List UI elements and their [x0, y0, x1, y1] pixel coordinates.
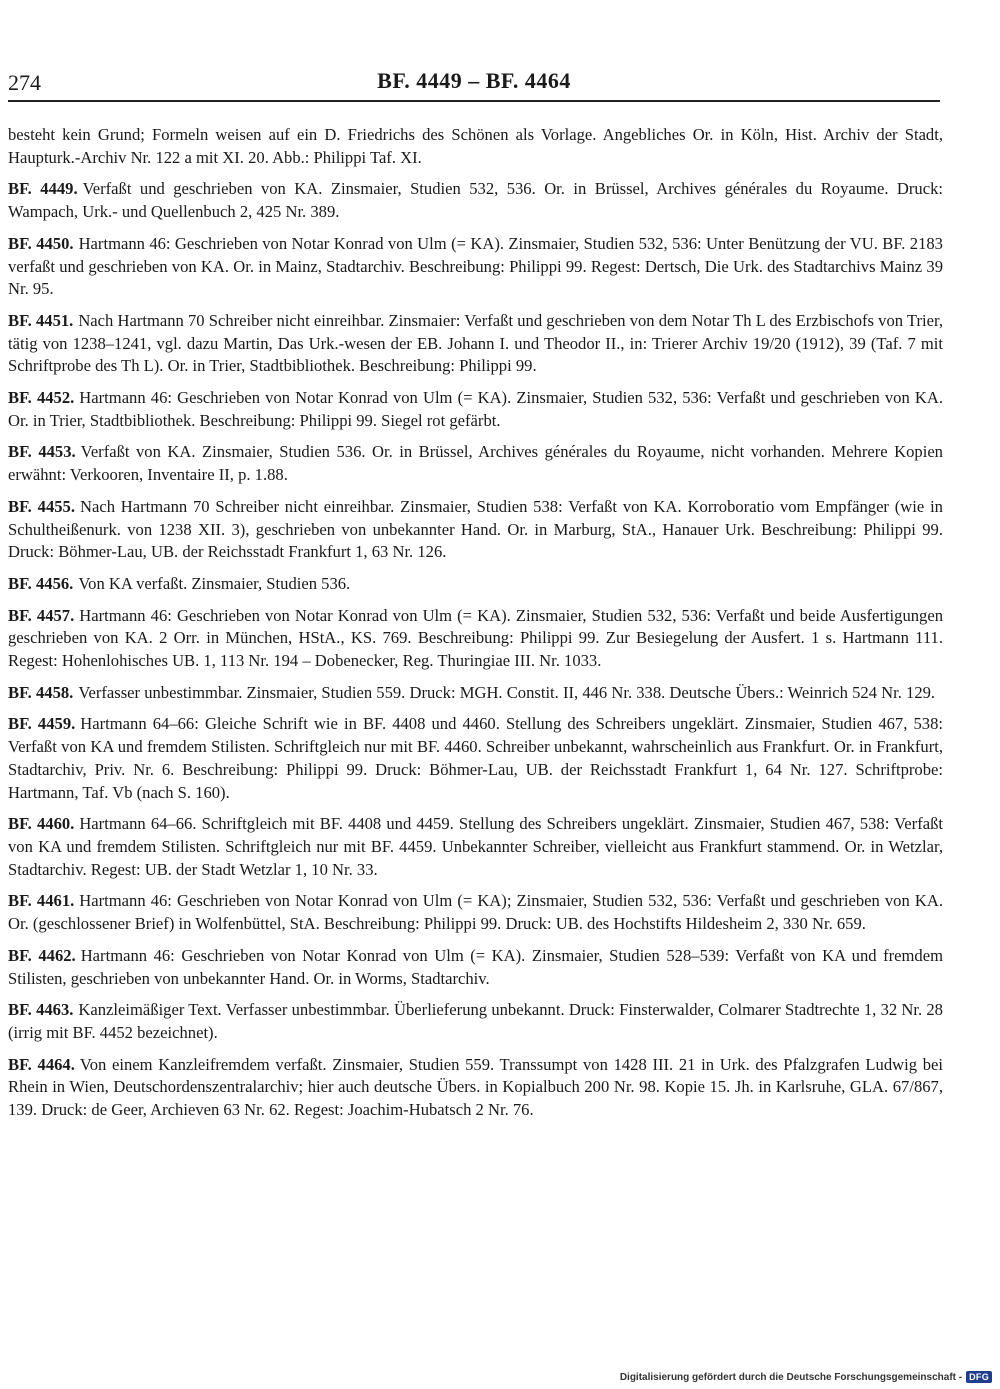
- entry-id: BF. 4461.: [8, 891, 75, 911]
- dfg-logo-icon: DFG: [966, 1371, 992, 1383]
- page-number: 274: [8, 70, 41, 95]
- footer: [620, 1371, 992, 1383]
- entry-text: Hartmann 64–66: Gleiche Schrift wie in BF. 4408 und 4460. Stellung des Schreibers ungeklärt. Zinsmaier, Studien 467, 538: Verfaßt von KA und fremdem Stilisten. Schriftgleich nur mit BF. 4460. Schreiber unbekannt, wahrscheinlich aus Frankfurt. Or. in Frankfurt, Stadtarchiv, Priv. Nr. 6. Beschreibung: Philippi 99. Druck: Böhmer-Lau, UB. der Reichsstadt Frankfurt 1, 64 Nr. 127. Schriftprobe: Hartmann, Taf. Vb (nach S. 160).: [8, 714, 943, 802]
- entry-id: BF. 4458.: [8, 682, 74, 702]
- entry: [8, 310, 943, 378]
- entry-text: Verfasser unbestimmbar. Zinsmaier, Studien 559. Druck: MGH. Constit. II, 446 Nr. 338. Deutsche Übers.: Weinrich 524 Nr. 129.: [78, 682, 936, 702]
- entry-id: BF. 4449.: [8, 179, 78, 199]
- entry-text: Kanzleimäßiger Text. Verfasser unbestimmbar. Überlieferung unbekannt. Druck: Finsterwalder, Colmarer Stadtrechte 1, 32 Nr. 28 (irrig mit BF. 4452 bezeichnet).: [8, 1000, 943, 1042]
- entry: [8, 945, 943, 990]
- entry: [8, 573, 943, 596]
- entry: [8, 605, 943, 673]
- entry: [8, 999, 943, 1044]
- entry-id: BF. 4453.: [8, 442, 76, 462]
- entry: [8, 813, 943, 881]
- entry: [8, 441, 943, 486]
- entry-id: BF. 4457.: [8, 605, 75, 625]
- entry-text: Verfaßt und geschrieben von KA. Zinsmaier, Studien 532, 536. Or. in Brüssel, Archives générales du Royaume. Druck: Wampach, Urk.- und Quellenbuch 2, 425 Nr. 389.: [8, 179, 943, 222]
- continuation-text: besteht kein Grund; Formeln weisen auf ein D. Friedrichs des Schönen als Vorlage. Angebliches Or. in Köln, Hist. Archiv der Stadt, Haupturk.-Archiv Nr. 122 a mit XI. 20. Abb.: Philippi Taf. XI.: [8, 125, 943, 167]
- entry: [8, 496, 943, 564]
- entry-text: Hartmann 46: Geschrieben von Notar Konrad von Ulm (= KA); Zinsmaier, Studien 532, 536: Verfaßt und geschrieben von KA. Or. (geschlossener Brief) in Wolfenbüttel, StA. Beschreibung: Philippi 99. Druck: UB. des Hochstifts Hildesheim 2, 330 Nr. 659.: [8, 891, 943, 934]
- entry-text: Von KA verfaßt. Zinsmaier, Studien 536.: [78, 573, 351, 593]
- entry-id: BF. 4462.: [8, 945, 76, 965]
- entry-text: Verfaßt von KA. Zinsmaier, Studien 536. Or. in Brüssel, Archives générales du Royaume, nicht vorhanden. Mehrere Kopien erwähnt: Verkooren, Inventaire II, p. 1.88.: [8, 442, 943, 485]
- entry: [8, 713, 943, 804]
- entry-id: BF. 4451.: [8, 310, 74, 330]
- page-header: [8, 66, 940, 102]
- entry: [8, 1054, 943, 1122]
- entry-id: BF. 4450.: [8, 233, 74, 253]
- entry-id: BF. 4455.: [8, 496, 75, 516]
- entry-id: BF. 4463.: [8, 1000, 74, 1020]
- entry-list: [8, 178, 943, 1121]
- entry: [8, 233, 943, 301]
- entry-text: Hartmann 46: Geschrieben von Notar Konrad von Ulm (= KA). Zinsmaier, Studien 532, 536: Verfaßt und beide Ausfertigungen geschrieben von KA. 2 Orr. in München, HStA., KS. 769. Beschreibung: Philippi 99. Zur Besiegelung der Ausfert. 1 s. Hartmann 111. Regest: Hohenlohisches UB. 1, 113 Nr. 194 – Dobenecker, Reg. Thuringiae III. Nr. 1033.: [8, 605, 943, 671]
- entry: [8, 178, 943, 223]
- entry-text: Hartmann 46: Geschrieben von Notar Konrad von Ulm (= KA). Zinsmaier, Studien 532, 536: Unter Benützung der VU. BF. 2183 verfaßt und geschrieben von KA. Or. in Mainz, Stadtarchiv. Beschreibung: Philippi 99. Regest: Dertsch, Die Urk. des Stadtarchivs Mainz 39 Nr. 95.: [8, 233, 943, 299]
- page-content: [8, 124, 943, 1131]
- entry: [8, 682, 943, 705]
- entry-text: Nach Hartmann 70 Schreiber nicht einreihbar. Zinsmaier, Studien 538: Verfaßt von KA. Korroboratio vom Empfänger (wie in Schultheißenurk. von 1238 XII. 3), geschrieben von unbekannter Hand. Or. in Marburg, StA., Hanauer Urk. Beschreibung: Philippi 99. Druck: Böhmer-Lau, UB. der Reichsstadt Frankfurt 1, 63 Nr. 126.: [8, 496, 943, 562]
- entry-id: BF. 4452.: [8, 388, 75, 408]
- entry: [8, 890, 943, 935]
- entry-id: BF. 4459.: [8, 714, 76, 734]
- entry-text: Hartmann 64–66. Schriftgleich mit BF. 4408 und 4459. Stellung des Schreibers ungeklärt. Zinsmaier, Studien 467, 538: Verfaßt von KA und fremdem Stilisten. Schriftgleich nur mit BF. 4459. Unbekannter Schreiber, vielleicht aus Frankfurt stammend. Or. in Wetzlar, Stadtarchiv. Regest: UB. der Stadt Wetzlar 1, 10 Nr. 33.: [8, 814, 943, 879]
- entry-text: Hartmann 46: Geschrieben von Notar Konrad von Ulm (= KA). Zinsmaier, Studien 528–539: Verfaßt von KA und fremdem Stilisten, geschrieben von unbekannter Hand. Or. in Worms, Stadtarchiv.: [8, 945, 943, 988]
- entry-id: BF. 4464.: [8, 1054, 75, 1074]
- entry-id: BF. 4456.: [8, 573, 74, 593]
- footer-text: Digitalisierung gefördert durch die Deutsche Forschungsgemeinschaft -: [619, 1371, 963, 1383]
- entry-id: BF. 4460.: [8, 814, 75, 834]
- entry: [8, 387, 943, 432]
- entry-text: Nach Hartmann 70 Schreiber nicht einreihbar. Zinsmaier: Verfaßt und geschrieben von dem Notar Th L des Erzbischofs von Trier, tätig von 1238–1241, vgl. dazu Martin, Das Urk.-wesen der EB. Johann I. und Theodor II., in: Trierer Archiv 19/20 (1912), 39 (Taf. 7 mit Schriftprobe des Th L). Or. in Trier, Stadtbibliothek. Beschreibung: Philippi 99.: [8, 310, 943, 376]
- running-head: BF. 4449 – BF. 4464: [377, 68, 571, 93]
- entry-text: Von einem Kanzleifremdem verfaßt. Zinsmaier, Studien 559. Transsumpt von 1428 III. 21 in Urk. des Pfalzgrafen Ludwig bei Rhein in Wien, Deutschordenszentralarchiv; hier auch deutsche Übers. in Kopialbuch 200 Nr. 98. Kopie 15. Jh. in Karlsruhe, GLA. 67/867, 139. Druck: de Geer, Archieven 63 Nr. 62. Regest: Joachim-Hubatsch 2 Nr. 76.: [8, 1054, 943, 1120]
- entry-text: Hartmann 46: Geschrieben von Notar Konrad von Ulm (= KA). Zinsmaier, Studien 532, 536: Verfaßt und geschrieben von KA. Or. in Trier, Stadtbibliothek. Beschreibung: Philippi 99. Siegel rot gefärbt.: [8, 388, 943, 430]
